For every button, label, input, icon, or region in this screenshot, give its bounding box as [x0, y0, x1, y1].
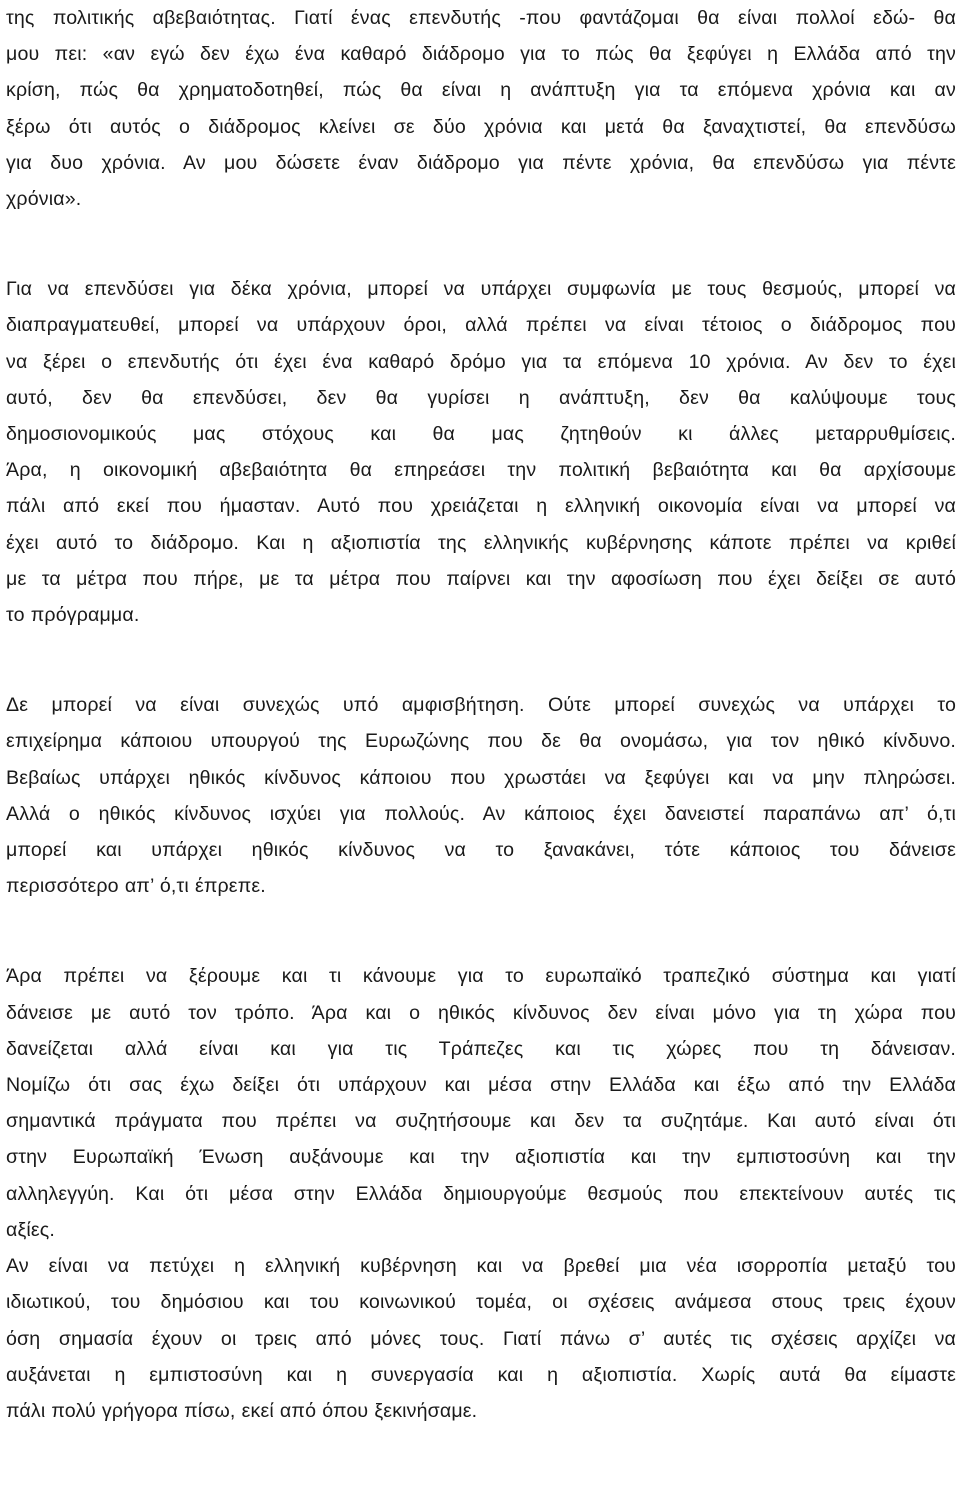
text-line: μπορεί και υπάρχει ηθικός κίνδυνος να το ξανακάνει, τότε κάποιος του δάνεισε	[6, 839, 956, 862]
text-line: το πρόγραμμα.	[6, 604, 140, 627]
paragraph-gap	[6, 217, 956, 271]
text-line: επιχείρημα κάποιου υπουργού της Ευρωζώνης που δε θα ονομάσω, για τον ηθικό κίνδυνο.	[6, 730, 956, 753]
text-line: δημοσιονομικούς μας στόχους και θα μας ζητηθούν κι άλλες μεταρρυθμίσεις.	[6, 423, 956, 446]
text-line: με τα μέτρα που πήρε, με τα μέτρα που παίρνει και την αφοσίωση που έχει δείξει σε αυτό	[6, 567, 956, 590]
text-line: αξίες.	[6, 1218, 55, 1241]
text-line: μου πει: «αν εγώ δεν έχω ένα καθαρό διάδρομο για το πώς θα ξεφύγει η Ελλάδα από την	[6, 43, 956, 66]
text-line: Για να επενδύσει για δέκα χρόνια, μπορεί να υπάρχει συμφωνία με τους θεσμούς, μπορεί να	[6, 278, 956, 301]
text-line: δανείζεται αλλά είναι και για τις Τράπεζες και τις χώρες που τη δάνεισαν.	[6, 1037, 956, 1060]
text-line: πάλι πολύ γρήγορα πίσω, εκεί από όπου ξεκινήσαμε.	[6, 1399, 478, 1422]
text-line: να ξέρει ο επενδυτής ότι έχει ένα καθαρό δρόμο για τα επόμενα 10 χρόνια. Αν δεν το έχει	[6, 350, 956, 373]
document-page	[6, 0, 956, 1429]
text-line: της πολιτικής αβεβαιότητας. Γιατί ένας επενδυτής -που φαντάζομαι θα είναι πολλοί εδώ- θα	[6, 7, 956, 29]
text-line: όση σημασία έχουν οι τρεις από μόνες τους. Γιατί πάνω σ’ αυτές τις σχέσεις αρχίζει να	[6, 1327, 956, 1350]
text-line: αυτό, δεν θα επενδύσει, δεν θα γυρίσει η ανάπτυξη, δεν θα καλύψουμε τους	[6, 386, 956, 409]
text-line: αυξάνεται η εμπιστοσύνη και η συνεργασία και η αξιοπιστία. Χωρίς αυτά θα είμαστε	[6, 1363, 956, 1386]
text-line: δάνεισε με αυτό τον τρόπο. Άρα και ο ηθικός κίνδυνος δεν είναι μόνο για τη χώρα που	[6, 1001, 956, 1024]
text-line: Άρα, η οικονομική αβεβαιότητα θα επηρεάσει την πολιτική βεβαιότητα και θα αρχίσουμε	[6, 459, 956, 482]
text-line: για δυο χρόνια. Αν μου δώσετε έναν διάδρομο για πέντε χρόνια, θα επενδύσω για πέντε	[6, 151, 956, 174]
text-line: στην Ευρωπαϊκή Ένωση αυξάνουμε και την αξιοπιστία και την εμπιστοσύνη και την	[6, 1146, 956, 1169]
paragraph-gap	[6, 633, 956, 687]
paragraph-gap	[6, 904, 956, 958]
paragraph-4	[6, 958, 956, 1429]
text-line: Βεβαίως υπάρχει ηθικός κίνδυνος κάποιου που χρωστάει να ξεφύγει και να μην πληρώσει.	[6, 766, 956, 789]
text-line: χρόνια».	[6, 188, 82, 211]
text-line: διαπραγματευθεί, μπορεί να υπάρχουν όροι, αλλά πρέπει να είναι τέτοιος ο διάδρομος που	[6, 314, 956, 337]
text-line: ξέρω ότι αυτός ο διάδρομος κλείνει σε δύο χρόνια και μετά θα ξαναχτιστεί, θα επενδύσω	[6, 115, 956, 138]
paragraph-1	[6, 0, 956, 217]
text-line: Άρα πρέπει να ξέρουμε και τι κάνουμε για το ευρωπαϊκό τραπεζικό σύστημα και γιατί	[6, 965, 956, 988]
text-line: περισσότερο απ’ ό,τι έπρεπε.	[6, 875, 266, 898]
text-line: κρίση, πώς θα χρηματοδοτηθεί, πώς θα είναι η ανάπτυξη για τα επόμενα χρόνια και αν	[6, 79, 956, 102]
text-line: Αλλά ο ηθικός κίνδυνος ισχύει για πολλούς. Αν κάποιος έχει δανειστεί παραπάνω απ’ ό,τι	[6, 802, 956, 825]
text-line: σημαντικά πράγματα που πρέπει να συζητήσουμε και δεν τα συζητάμε. Και αυτό είναι ότι	[6, 1110, 956, 1133]
paragraph-2	[6, 271, 956, 633]
text-line: Νομίζω ότι σας έχω δείξει ότι υπάρχουν και μέσα στην Ελλάδα και έξω από την Ελλάδα	[6, 1074, 956, 1097]
text-line: ιδιωτικού, του δημόσιου και του κοινωνικού τομέα, οι σχέσεις ανάμεσα στους τρεις έχουν	[6, 1291, 956, 1314]
paragraph-3	[6, 687, 956, 904]
text-line: Δε μπορεί να είναι συνεχώς υπό αμφισβήτηση. Ούτε μπορεί συνεχώς να υπάρχει το	[6, 694, 956, 717]
text-line: Αν είναι να πετύχει η ελληνική κυβέρνηση και να βρεθεί μια νέα ισορροπία μεταξύ του	[6, 1255, 956, 1278]
text-line: πάλι από εκεί που ήμασταν. Αυτό που χρειάζεται η ελληνική οικονομία είναι να μπορεί να	[6, 495, 956, 518]
text-line: έχει αυτό το διάδρομο. Και η αξιοπιστία της ελληνικής κυβέρνησης κάποτε πρέπει να κριθεί	[6, 531, 956, 554]
text-line: αλληλεγγύη. Και ότι μέσα στην Ελλάδα δημιουργούμε θεσμούς που επεκτείνουν αυτές τις	[6, 1182, 956, 1205]
